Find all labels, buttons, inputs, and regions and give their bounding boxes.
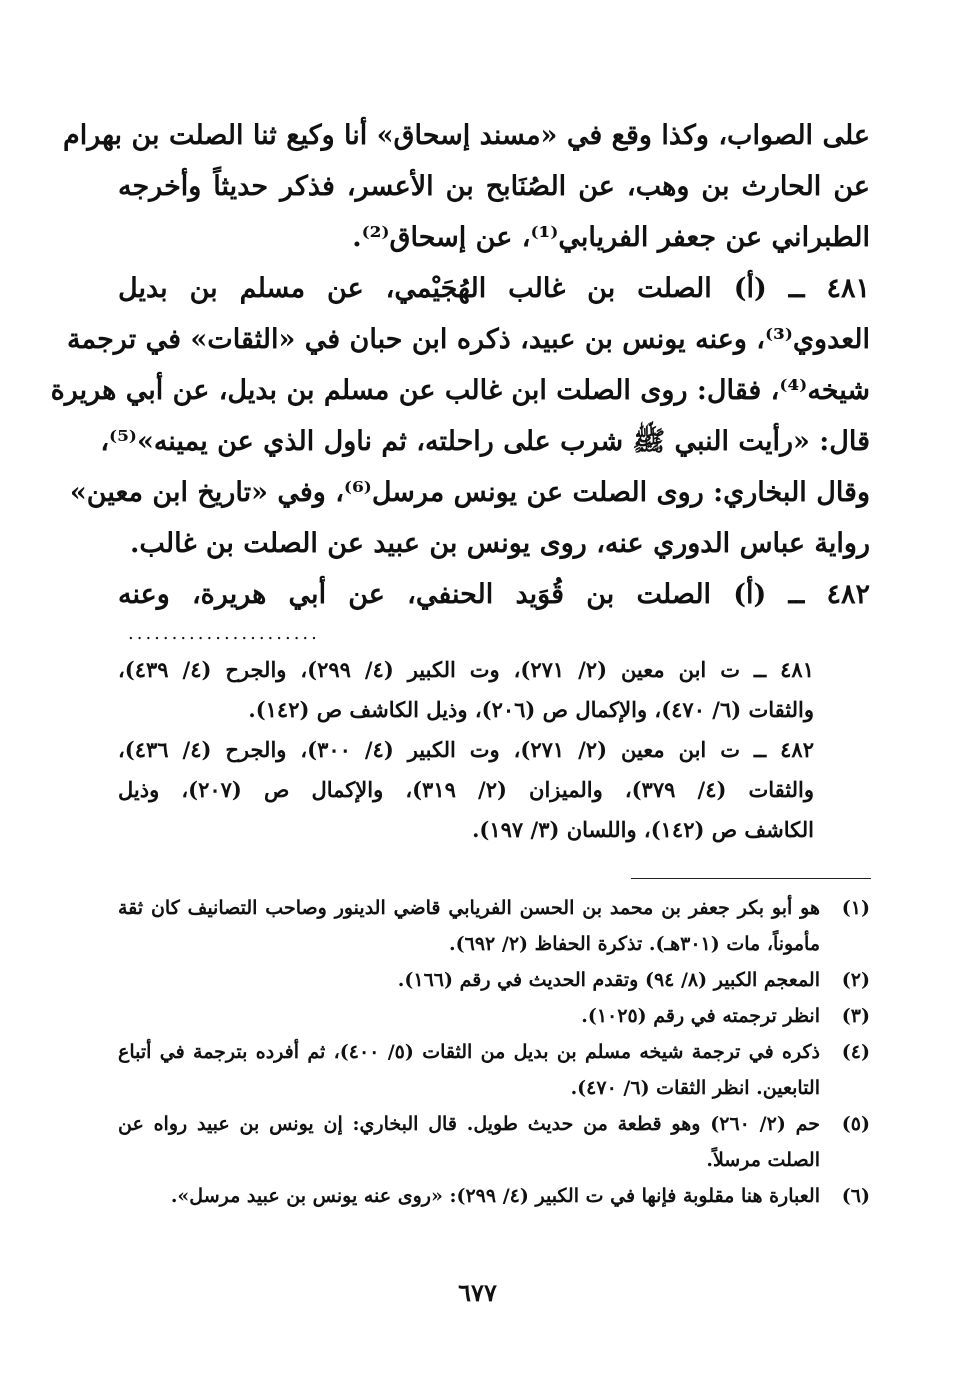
footnote-text: حم (٢/ ٢٦٠) وهو قطعة من حديث طويل. قال البخاري: إن يونس بن عبيد رواه عن xyxy=(118,1113,820,1135)
footnote-number: (٦) xyxy=(841,1185,870,1207)
footnote-5-continued: الصلت مرسلاً. xyxy=(706,1149,820,1171)
footnote-2 xyxy=(118,962,870,998)
footnote-5 xyxy=(118,1106,870,1142)
footnote-1-continued: مأموناً، مات (٣٠١هـ). تذكرة الحفاظ (٢/ ٦٩٢). xyxy=(449,933,820,955)
source-line: والثقات (٦/ ٤٧٠)، والإكمال ص (٢٠٦)، وذيل الكاشف ص (١٤٢). xyxy=(248,697,814,722)
entry-481-heading: ٤٨١ ــ (أ) الصلت بن غالب الهُجَيْمي، عن مسلم بن بديل xyxy=(118,273,870,304)
main-text-line: شيخه⁽⁴⁾، فقال: روى الصلت ابن غالب عن مسلم بن بديل، عن أبي هريرة xyxy=(50,375,870,406)
page-number: ٦٧٧ xyxy=(458,1278,497,1307)
footnote-number: (٤) xyxy=(841,1041,870,1063)
footnote-number: (٣) xyxy=(841,1005,870,1027)
footnote-text: المعجم الكبير (٨/ ٩٤) وتقدم الحديث في رقم (١٦٦). xyxy=(397,969,820,991)
main-text-line: وقال البخاري: روى الصلت عن يونس مرسل⁽⁶⁾، وفي «تاريخ ابن معين» xyxy=(69,477,870,508)
footnote-text: ذكره في ترجمة شيخه مسلم بن بديل من الثقات (٥/ ٤٠٠)، ثم أفرده بترجمة في أتباع xyxy=(118,1041,820,1063)
footnote-number: (٢) xyxy=(841,969,870,991)
footnote-divider xyxy=(631,878,871,879)
footnotes-block xyxy=(118,890,870,1214)
footnote-text: انظر ترجمته في رقم (١٠٢٥). xyxy=(581,1005,820,1027)
footnote-text: العبارة هنا مقلوبة فإنها في ت الكبير (٤/ ٢٩٩): «روى عنه يونس بن عبيد مرسل». xyxy=(170,1185,820,1207)
source-line: ٤٨١ ــ ت ابن معين (٢/ ٢٧١)، وت الكبير (٤/ ٢٩٩)، والجرح (٤/ ٤٣٩)، xyxy=(118,657,814,682)
footnote-4-continued: التابعين. انظر الثقات (٦/ ٤٧٠). xyxy=(570,1077,820,1099)
footnote-number: (٥) xyxy=(841,1113,870,1135)
main-text-line: العدوي⁽³⁾، وعنه يونس بن عبيد، ذكره ابن حبان في «الثقات» في ترجمة xyxy=(67,324,870,355)
main-text-block xyxy=(50,110,870,850)
footnote-number: (١) xyxy=(841,897,870,919)
source-line: الكاشف ص (١٤٢)، واللسان (٣/ ١٩٧). xyxy=(472,817,814,842)
main-text-line: رواية عباس الدوري عنه، روى يونس بن عبيد عن الصلت بن غالب. xyxy=(129,528,870,559)
main-text-line: عن الحارث بن وهب، عن الصُنَابح بن الأعسر، فذكر حديثاً وأخرجه xyxy=(118,171,870,202)
entry-482-heading: ٤٨٢ ــ (أ) الصلت بن قُوَيد الحنفي، عن أبي هريرة، وعنه xyxy=(118,579,870,610)
footnote-1 xyxy=(118,890,870,926)
dotted-separator: ...................... xyxy=(128,623,320,644)
main-text-line: على الصواب، وكذا وقع في «مسند إسحاق» أنا وكيع ثنا الصلت بن بهرام xyxy=(63,120,870,151)
source-line: ٤٨٢ ــ ت ابن معين (٢/ ٢٧١)، وت الكبير (٤/ ٣٠٠)، والجرح (٤/ ٤٣٦)، xyxy=(118,737,814,762)
main-text-line: قال: «رأيت النبي ﷺ شرب على راحلته، ثم ناول الذي عن يمينه»⁽⁵⁾، xyxy=(100,426,870,457)
footnote-3 xyxy=(118,998,870,1034)
main-text-line: الطبراني عن جعفر الفريابي⁽¹⁾، عن إسحاق⁽²⁾. xyxy=(352,222,870,253)
sources-block xyxy=(118,650,814,850)
footnote-4 xyxy=(118,1034,870,1070)
source-line: والثقات (٤/ ٣٧٩)، والميزان (٢/ ٣١٩)، والإكمال ص (٢٠٧)، وذيل xyxy=(118,777,815,802)
footnote-6 xyxy=(118,1178,870,1214)
footnote-text: هو أبو بكر جعفر بن محمد بن الحسن الفريابي قاضي الدينور وصاحب التصانيف كان ثقة xyxy=(118,897,820,919)
